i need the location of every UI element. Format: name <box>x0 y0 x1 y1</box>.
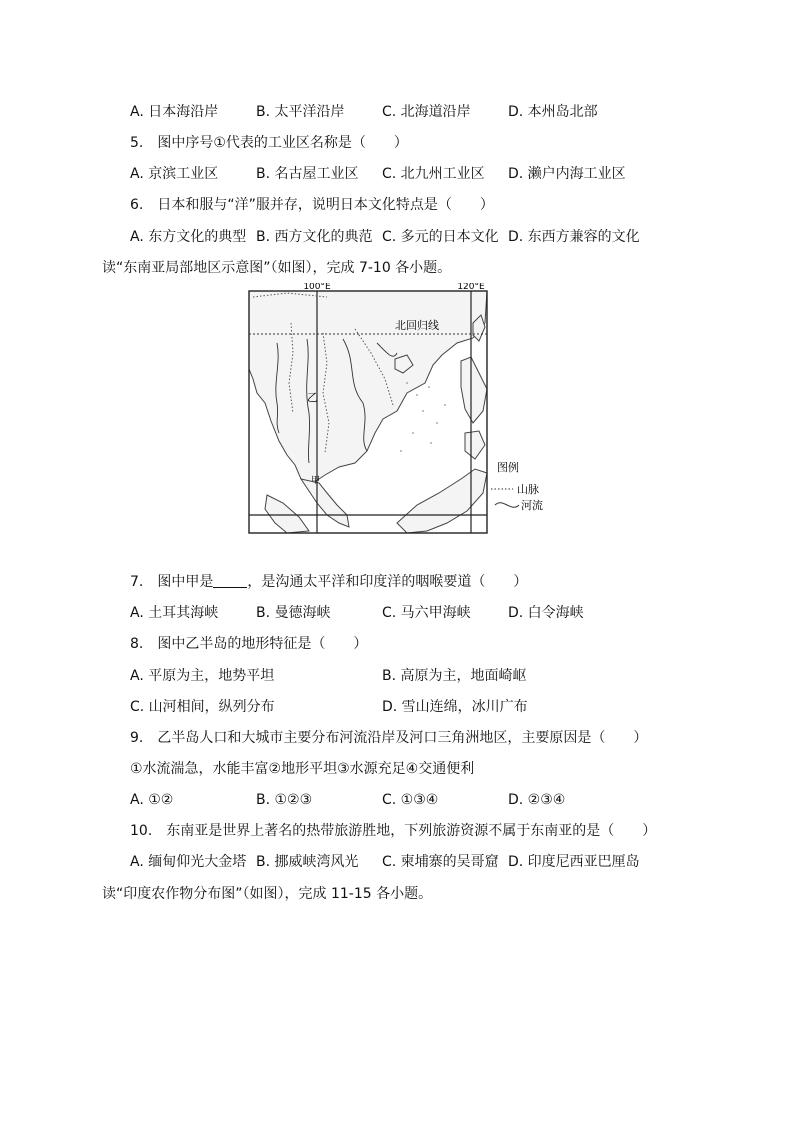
q6-option-b[interactable]: B. 西方文化的典范 <box>256 229 373 245</box>
q4-option-a[interactable]: A. 日本海沿岸 <box>130 104 219 120</box>
q9-option-b[interactable]: B. ①②③ <box>256 792 313 808</box>
q5-options <box>0 163 794 185</box>
q7-answer-blank[interactable] <box>213 573 247 588</box>
q10-option-d[interactable]: D. 印度尼西亚巴厘岛 <box>508 854 640 870</box>
q9-statements: ①水流湍急，水能丰富②地形平坦③水源充足④交通便利 <box>130 761 475 777</box>
q8-stem: 8. 图中乙半岛的地形特征是（ ） <box>130 636 368 652</box>
q7-stem-end: ，是沟通太平洋和印度洋的咽喉要道（ ） <box>247 574 528 590</box>
q10-option-c[interactable]: C. 柬埔寨的吴哥窟 <box>382 854 499 870</box>
q6-option-a[interactable]: A. 东方文化的典型 <box>130 229 247 245</box>
q4-option-d[interactable]: D. 本州岛北部 <box>508 104 598 120</box>
q8-option-b[interactable]: B. 高原为主，地面崎岖 <box>382 668 527 684</box>
philippines-islands <box>461 357 487 423</box>
q5-stem: 5. 图中序号①代表的工业区名称是（ ） <box>130 135 408 151</box>
tropic-label: 北回归线 <box>395 319 439 332</box>
q7-stem <box>130 571 527 593</box>
q6-option-d[interactable]: D. 东西方兼容的文化 <box>508 229 640 245</box>
q4-options <box>0 101 794 123</box>
borneo-island <box>397 469 487 533</box>
q5-option-c[interactable]: C. 北九州工业区 <box>382 166 485 182</box>
q5-option-d[interactable]: D. 濑户内海工业区 <box>508 166 626 182</box>
q7-option-c[interactable]: C. 马六甲海峡 <box>382 605 471 621</box>
intro-7-10-line <box>0 257 794 279</box>
q5-option-a[interactable]: A. 京滨工业区 <box>130 166 219 182</box>
q5-option-b[interactable]: B. 名古屋工业区 <box>256 166 359 182</box>
map-legend <box>491 460 543 512</box>
mindanao-island <box>465 431 485 459</box>
q10-option-a[interactable]: A. 缅甸仰光大金塔 <box>130 854 247 870</box>
q4-option-b[interactable]: B. 太平洋沿岸 <box>256 104 345 120</box>
q9-options <box>0 789 794 811</box>
q7-option-b[interactable]: B. 曼德海峡 <box>256 605 331 621</box>
q10-options <box>0 851 794 873</box>
q8-options-row2 <box>0 696 794 718</box>
q9-stem: 9. 乙半岛人口和大城市主要分布河流沿岸及河口三角洲地区，主要原因是（ ） <box>130 730 648 746</box>
sumatra-island <box>265 495 309 533</box>
q4-option-c[interactable]: C. 北海道沿岸 <box>382 104 471 120</box>
intro-11-15: 读“印度农作物分布图”（如图），完成 11-15 各小题。 <box>102 886 433 902</box>
legend-title: 图例 <box>497 461 519 474</box>
q9-option-c[interactable]: C. ①③④ <box>382 792 439 808</box>
q7-stem-start: 7. 图中甲是 <box>130 574 214 590</box>
q7-option-d[interactable]: D. 白令海峡 <box>508 605 584 621</box>
q9-statements-line <box>0 758 794 780</box>
label-120e: 120°E <box>457 283 485 292</box>
q9-stem-line <box>0 727 794 749</box>
q7-stem-line <box>0 571 794 593</box>
southeast-asia-map <box>247 283 552 535</box>
malay-peninsula <box>301 479 349 527</box>
q8-option-d[interactable]: D. 雪山连绵，冰川广布 <box>382 699 528 715</box>
q7-option-a[interactable]: A. 土耳其海峡 <box>130 605 219 621</box>
q9-option-a[interactable]: A. ①② <box>130 792 174 808</box>
q5-stem-line <box>0 132 794 154</box>
legend-mountain-label: 山脉 <box>517 483 539 496</box>
q8-stem-line <box>0 633 794 655</box>
q9-option-d[interactable]: D. ②③④ <box>508 792 566 808</box>
q7-options <box>0 602 794 624</box>
label-jia-strait: 甲 <box>311 476 321 486</box>
q8-option-a[interactable]: A. 平原为主，地势平坦 <box>130 668 275 684</box>
q6-stem-line <box>0 194 794 216</box>
intro-7-10: 读“东南亚局部地区示意图”（如图），完成 7-10 各小题。 <box>102 260 452 276</box>
label-100e: 100°E <box>303 283 331 292</box>
q8-option-c[interactable]: C. 山河相间，纵列分布 <box>130 699 275 715</box>
q10-stem: 10. 东南亚是世界上著名的热带旅游胜地，下列旅游资源不属于东南亚的是（ ） <box>130 823 657 839</box>
q10-stem-line <box>0 820 794 842</box>
q8-options-row1 <box>0 665 794 687</box>
label-yi-peninsula: 乙 <box>307 391 318 404</box>
q6-options <box>0 226 794 248</box>
q10-option-b[interactable]: B. 挪威峡湾风光 <box>256 854 359 870</box>
q6-stem: 6. 日本和服与“洋”服并存，说明日本文化特点是（ ） <box>130 197 494 213</box>
mainland-land <box>249 291 487 483</box>
legend-river-symbol <box>495 503 519 508</box>
legend-river-label: 河流 <box>521 499 543 512</box>
intro-11-15-line <box>0 883 794 905</box>
q6-option-c[interactable]: C. 多元的日本文化 <box>382 229 499 245</box>
